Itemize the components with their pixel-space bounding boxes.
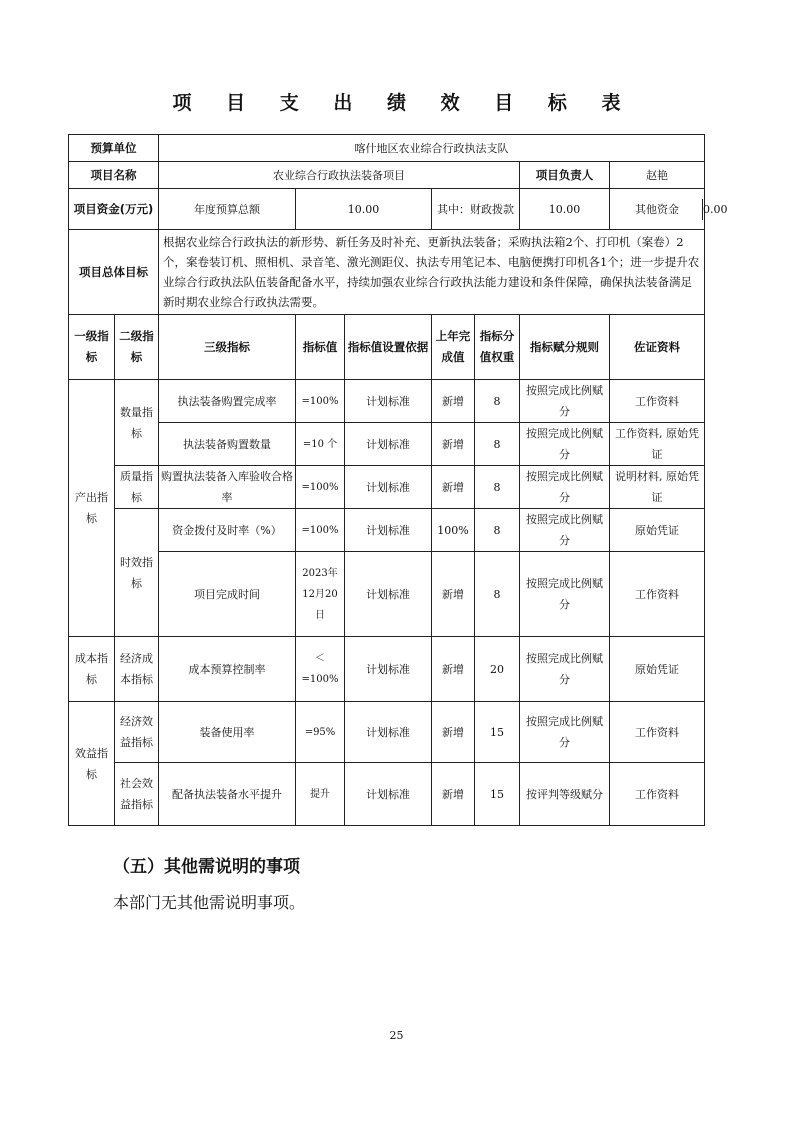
indicator-name: 执法装备购置数量 [159,423,296,466]
indicator-weight: 15 [475,763,520,826]
indicator-basis: 计划标准 [345,380,432,423]
indicator-name: 资金拨付及时率（%） [159,509,296,552]
table-row [69,509,705,552]
table-row [69,637,705,702]
indicator-evidence: 说明材料, 原始凭证 [610,466,705,509]
indicator-name: 执法装备购置完成率 [159,380,296,423]
project-name-value: 农业综合行政执法装备项目 [159,162,520,189]
indicator-rule: 按评判等级赋分 [520,763,610,826]
indicator-evidence: 工作资料 [610,763,705,826]
project-leader-label: 项目负责人 [520,162,610,189]
table-row [69,466,705,509]
overall-goal-text: 根据农业综合行政执法的新形势、新任务及时补充、更新执法装备；采购执法箱2个、打印机（案卷）2个，案卷装订机、照相机、录音笔、激光测距仪、执法专用笔记本、电脑便携打印机各1个；进一步提升农业综合行政执法队伍装备配备水平，持续加强农业综合行政执法能力建设和条件保障，确保执法装备满足新时期农业综合行政执法需要。 [159,230,705,315]
indicator-name: 配备执法装备水平提升 [159,763,296,826]
body-text: 本部门无其他需说明事项。 [113,893,306,912]
indicator-weight: 8 [475,380,520,423]
indicator-last-year: 新增 [432,466,475,509]
indicator-basis: 计划标准 [345,552,432,637]
annual-budget-label: 年度预算总额 [159,189,296,230]
indicator-last-year: 新增 [432,702,475,763]
indicator-basis: 计划标准 [345,763,432,826]
page-title: 项 目 支 出 绩 效 目 标 表 [172,92,635,114]
indicator-value: 提升 [296,763,345,826]
budget-unit-label: 预算单位 [69,135,159,162]
fiscal-value: 10.00 [520,189,610,230]
page-number: 25 [389,1029,404,1042]
indicator-basis: 计划标准 [345,637,432,702]
indicator-value: =95% [296,702,345,763]
indicator-name: 成本预算控制率 [159,637,296,702]
indicator-evidence: 原始凭证 [610,637,705,702]
indicator-weight: 8 [475,466,520,509]
group-output: 产出指标 [69,380,115,637]
indicator-name: 项目完成时间 [159,552,296,637]
budget-unit-value: 喀什地区农业综合行政执法支队 [159,135,705,162]
project-leader-value: 赵艳 [610,162,705,189]
indicator-rule: 按照完成比例赋分 [520,637,610,702]
other-fund-value: 0.00 [702,199,728,220]
header-level1: 一级指标 [69,315,115,380]
indicator-evidence: 工作资料, 原始凭证 [610,423,705,466]
group-timeliness: 时效指标 [115,509,159,637]
indicator-basis: 计划标准 [345,509,432,552]
project-name-label: 项目名称 [69,162,159,189]
group-quantity: 数量指标 [115,380,159,466]
indicator-weight: 8 [475,423,520,466]
indicator-evidence: 工作资料 [610,552,705,637]
indicator-rule: 按照完成比例赋分 [520,552,610,637]
header-level2: 二级指标 [115,315,159,380]
fund-label: 项目资金(万元) [69,189,159,230]
indicator-weight: 15 [475,702,520,763]
other-fund-group [610,189,728,230]
header-weight: 指标分值权重 [475,315,520,380]
header-rule: 指标赋分规则 [520,315,610,380]
fiscal-label: 其中：财政拨款 [432,189,520,230]
table-row [69,763,705,826]
performance-target-table [68,134,728,826]
indicator-basis: 计划标准 [345,423,432,466]
indicator-value: =10 个 [296,423,345,466]
indicator-value: =100% [296,380,345,423]
indicator-value: =100% [296,509,345,552]
indicator-last-year: 新增 [432,637,475,702]
group-economic-benefit: 经济效益指标 [115,702,159,763]
indicator-name: 装备使用率 [159,702,296,763]
indicator-rule: 按照完成比例赋分 [520,380,610,423]
header-basis: 指标值设置依据 [345,315,432,380]
header-last-year: 上年完成值 [432,315,475,380]
indicator-value: =100% [296,466,345,509]
indicator-evidence: 原始凭证 [610,509,705,552]
indicator-weight: 20 [475,637,520,702]
header-value: 指标值 [296,315,345,380]
table-row [69,702,705,763]
indicator-weight: 8 [475,552,520,637]
indicator-rule: 按照完成比例赋分 [520,466,610,509]
indicator-basis: 计划标准 [345,466,432,509]
indicator-last-year: 新增 [432,423,475,466]
indicator-weight: 8 [475,509,520,552]
header-evidence: 佐证资料 [610,315,705,380]
section-heading: （五）其他需说明的事项 [113,857,300,877]
indicator-rule: 按照完成比例赋分 [520,423,610,466]
indicator-last-year: 100% [432,509,475,552]
indicator-last-year: 新增 [432,380,475,423]
annual-budget-value: 10.00 [296,189,432,230]
indicator-evidence: 工作资料 [610,702,705,763]
indicator-value: 2023年12月20日 [296,552,345,637]
indicator-rule: 按照完成比例赋分 [520,702,610,763]
indicator-last-year: 新增 [432,552,475,637]
indicator-last-year: 新增 [432,763,475,826]
indicator-name: 购置执法装备入库验收合格率 [159,466,296,509]
group-economic-cost: 经济成本指标 [115,637,159,702]
table-row [69,552,705,637]
indicator-rule: 按照完成比例赋分 [520,509,610,552]
other-fund-label: 其他资金 [635,202,679,216]
overall-goal-label: 项目总体目标 [69,230,159,315]
group-cost: 成本指标 [69,637,115,702]
indicator-evidence: 工作资料 [610,380,705,423]
group-benefit: 效益指标 [69,702,115,826]
table-row [69,380,705,423]
group-quality: 质量指标 [115,466,159,509]
header-level3: 三级指标 [159,315,296,380]
indicator-basis: 计划标准 [345,702,432,763]
table-row [69,423,705,466]
group-social-benefit: 社会效益指标 [115,763,159,826]
indicator-value: ＜=100% [296,637,345,702]
